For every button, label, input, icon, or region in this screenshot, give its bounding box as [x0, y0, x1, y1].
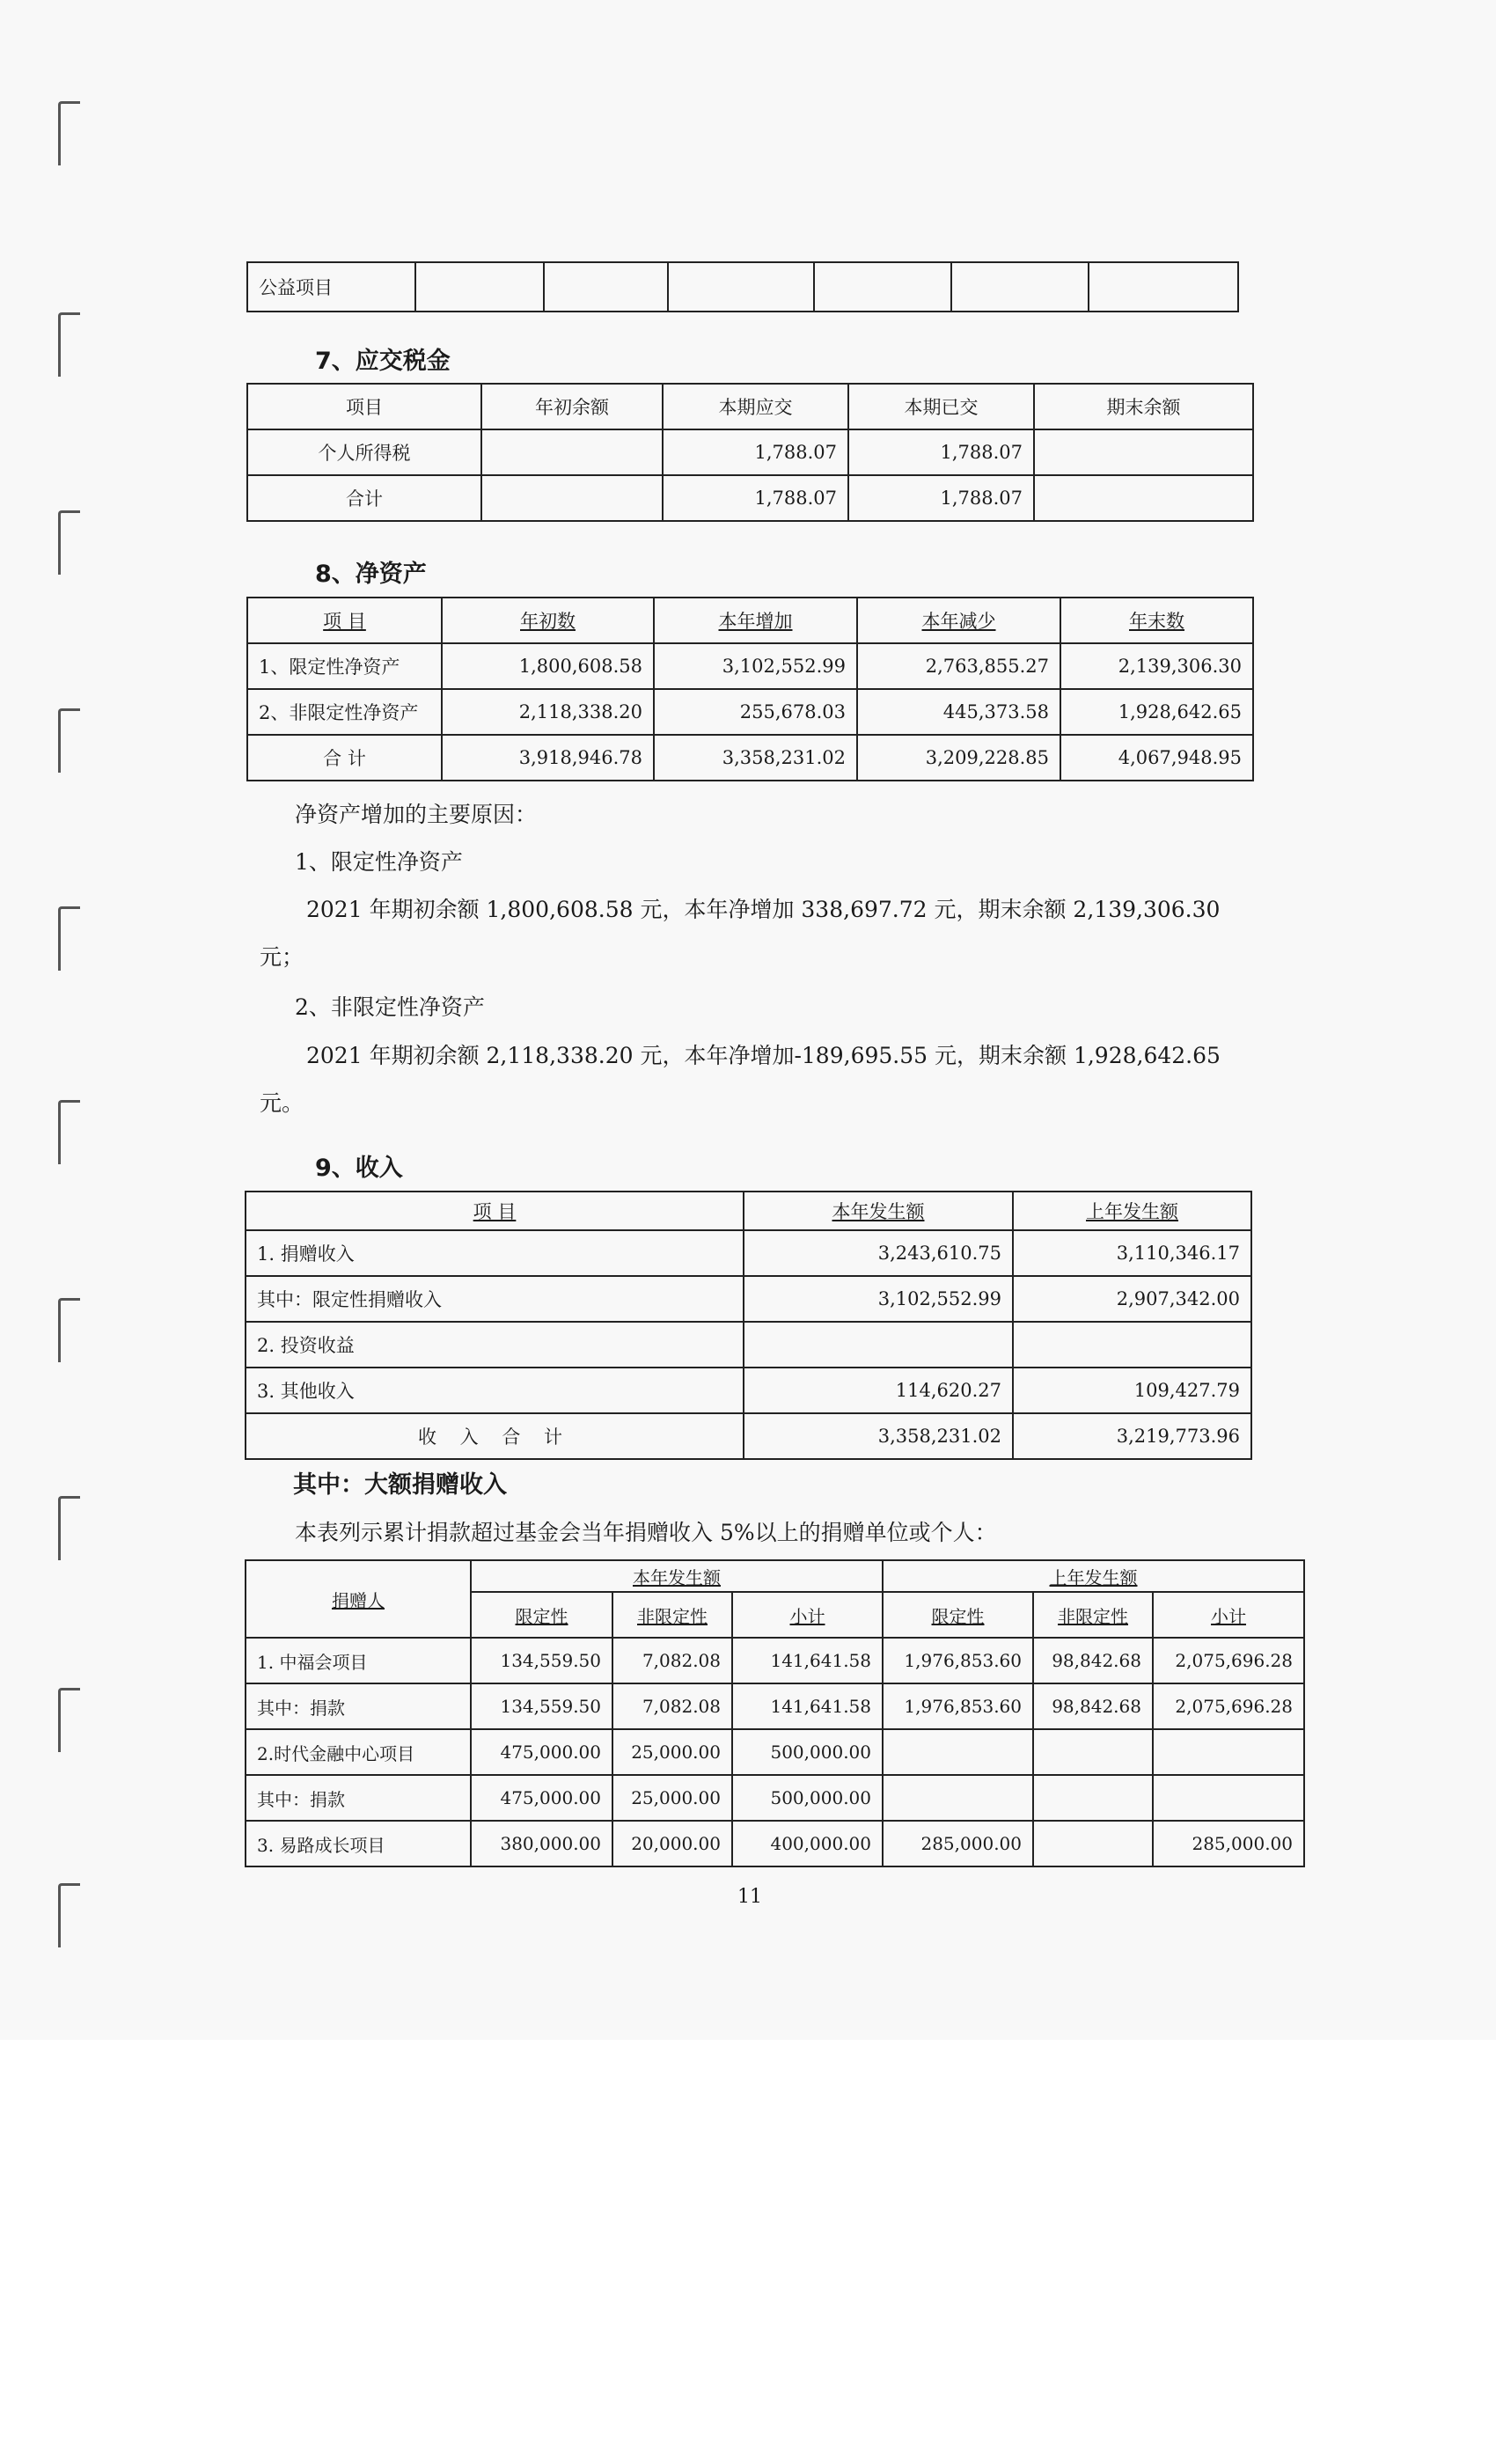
income-table	[245, 1191, 1252, 1460]
reason-item-1-text-end: 元；	[260, 944, 304, 970]
group-header-this-year: 本年发生额	[471, 1560, 883, 1592]
tax-header: 年初余额	[481, 384, 663, 429]
group-header-last-year: 上年发生额	[883, 1560, 1304, 1592]
net-assets-table	[246, 597, 1254, 781]
tax-header: 期末余额	[1034, 384, 1253, 429]
table-row: 收 入 合 计 3,358,231.02 3,219,773.96	[246, 1413, 1251, 1459]
reason-item-2-text: 2021 年期初余额 2,118,338.20 元，本年净增加-189,695.55 元，期末余额 1,928,642.65	[306, 1043, 1221, 1068]
large-donation-title: 其中：大额捐赠收入	[293, 1471, 507, 1499]
table-row: 2、非限定性净资产 2,118,338.20 255,678.03 445,373.58 1,928,642.65	[247, 689, 1253, 735]
binder-clip-icon	[58, 708, 80, 773]
top-table-label: 公益项目	[247, 262, 415, 312]
large-donation-table: 捐赠人 本年发生额 上年发生额 限定性 非限定性 小计 限定性 非限定性 小计 1. 中福会项目 134,559.50 7,082.08 141,641.58 1,976,853.60 98,842.68 2,075,696.28 其中：捐款 134,559.50 7,082.08 141,641.58 1,976,853.60 98,842.68 2,075,696.28 2.时代金融中心项目 475,000.00 25,000.00 500,000.00 其中：捐款 475,000.00 25,000.00 500,000.00 3. 易路成长项目 380,000.00 20,000.00 400,000.00 285,000.00 285,000.00	[245, 1559, 1305, 1867]
reason-item-1-title: 1、限定性净资产	[295, 849, 463, 875]
income-header: 本年发生额	[744, 1192, 1013, 1230]
net-assets-header: 本年增加	[654, 598, 857, 643]
tax-table	[246, 383, 1254, 522]
table-row: 其中：捐款 134,559.50 7,082.08 141,641.58 1,976,853.60 98,842.68 2,075,696.28	[246, 1683, 1304, 1729]
table-row: 3. 其他收入 114,620.27 109,427.79	[246, 1368, 1251, 1413]
table-row: 1、限定性净资产 1,800,608.58 3,102,552.99 2,763,855.27 2,139,306.30	[247, 643, 1253, 689]
binder-clip-icon	[58, 1688, 80, 1752]
table-row: 3. 易路成长项目 380,000.00 20,000.00 400,000.00 285,000.00 285,000.00	[246, 1821, 1304, 1866]
section-7-title: 7、应交税金	[315, 348, 451, 375]
table-row: 个人所得税 1,788.07 1,788.07	[247, 429, 1253, 475]
tax-header: 本期已交	[848, 384, 1034, 429]
net-assets-header: 本年减少	[857, 598, 1060, 643]
income-header: 项 目	[246, 1192, 744, 1230]
section-9-title: 9、收入	[315, 1155, 403, 1182]
page-number: 11	[737, 1886, 762, 1908]
binder-clip-icon	[58, 101, 80, 165]
reason-item-2-text-end: 元。	[260, 1090, 304, 1116]
table-row: 合计 1,788.07 1,788.07	[247, 475, 1253, 521]
reason-title: 净资产增加的主要原因：	[295, 802, 538, 827]
binder-clip-icon	[58, 510, 80, 575]
table-row: 1. 中福会项目 134,559.50 7,082.08 141,641.58 1,976,853.60 98,842.68 2,075,696.28	[246, 1638, 1304, 1683]
binder-clip-icon	[58, 906, 80, 971]
net-assets-header: 年末数	[1060, 598, 1253, 643]
table-row: 合 计 3,918,946.78 3,358,231.02 3,209,228.85 4,067,948.95	[247, 735, 1253, 781]
large-donation-desc: 本表列示累计捐款超过基金会当年捐赠收入 5%以上的捐赠单位或个人：	[295, 1520, 997, 1545]
reason-item-2-title: 2、非限定性净资产	[295, 994, 485, 1020]
table-row: 2. 投资收益	[246, 1322, 1251, 1368]
table-row: 1. 捐赠收入 3,243,610.75 3,110,346.17	[246, 1230, 1251, 1276]
donor-header: 捐赠人	[246, 1560, 471, 1638]
binder-clip-icon	[58, 1100, 80, 1164]
section-8-title: 8、净资产	[315, 561, 427, 588]
net-assets-header: 项 目	[247, 598, 442, 643]
top-table	[246, 261, 1239, 312]
reason-item-1-text: 2021 年期初余额 1,800,608.58 元，本年净增加 338,697.72 元，期末余额 2,139,306.30	[306, 897, 1221, 922]
binder-clip-icon	[58, 1298, 80, 1362]
binder-clip-icon	[58, 1883, 80, 1947]
table-row: 2.时代金融中心项目 475,000.00 25,000.00 500,000.00	[246, 1729, 1304, 1775]
tax-header: 本期应交	[663, 384, 848, 429]
binder-clip-icon	[58, 312, 80, 377]
binder-clip-icon	[58, 1496, 80, 1560]
income-header: 上年发生额	[1013, 1192, 1251, 1230]
table-row: 其中：限定性捐赠收入 3,102,552.99 2,907,342.00	[246, 1276, 1251, 1322]
table-row: 其中：捐款 475,000.00 25,000.00 500,000.00	[246, 1775, 1304, 1821]
tax-header: 项目	[247, 384, 481, 429]
net-assets-header: 年初数	[442, 598, 654, 643]
